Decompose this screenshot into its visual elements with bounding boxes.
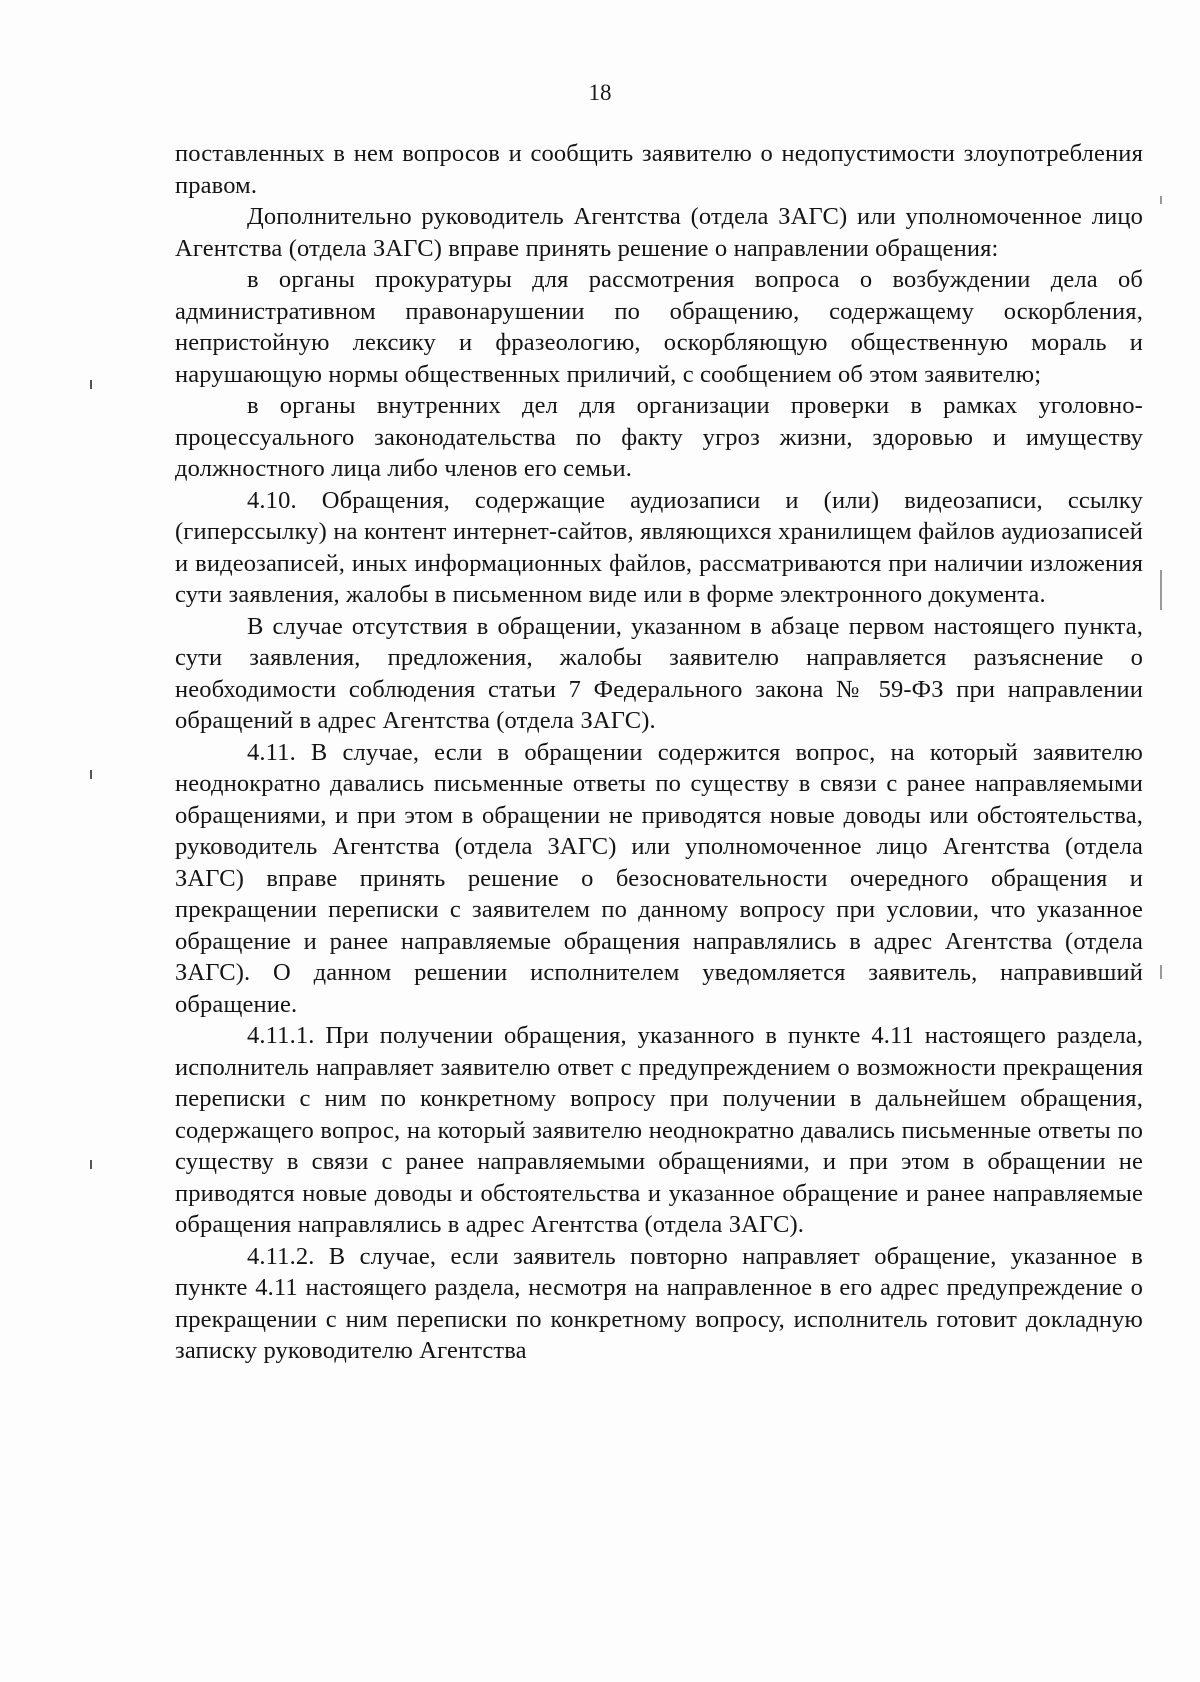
document-body bbox=[175, 138, 1143, 1367]
paragraph: в органы внутренних дел для организации проверки в рамках уголовно-процессуального законодательства по факту угроз жизни, здоровью и имуществу должностного лица либо членов его семьи. bbox=[175, 392, 1143, 482]
scan-edge-mark bbox=[1160, 570, 1162, 610]
binding-hole-mark bbox=[90, 770, 92, 779]
paragraph: в органы прокуратуры для рассмотрения вопроса о возбуждении дела об административном правонарушении по обращению, содержащему оскорбления, непристойную лексику и фразеологию, оскорбляющую общественную мораль и нарушающую нормы общественных приличий, с сообщением об этом заявителю; bbox=[175, 266, 1143, 388]
paragraph: Дополнительно руководитель Агентства (отдела ЗАГС) или уполномоченное лицо Агентства (отдела ЗАГС) вправе принять решение о направлении обращения: bbox=[175, 203, 1143, 262]
binding-hole-mark bbox=[90, 1160, 92, 1169]
scan-edge-mark bbox=[1160, 196, 1162, 204]
scan-edge-mark bbox=[1160, 965, 1162, 979]
paragraph: 4.11.1. При получении обращения, указанного в пункте 4.11 настоящего раздела, исполнитель направляет заявителю ответ с предупреждением о возможности прекращения переписки с ним по конкретному вопросу при получении в дальнейшем обращения, содержащего вопрос, на который заявителю неоднократно давались письменные ответы по существу в связи с ранее направляемыми обращениями, и при этом в обращении не приводятся новые доводы и обстоятельства и указанное обращение и ранее направляемые обращения направлялись в адрес Агентства (отдела ЗАГС). bbox=[175, 1022, 1143, 1238]
page-number: 18 bbox=[588, 80, 612, 105]
paragraph: 4.11.2. В случае, если заявитель повторно направляет обращение, указанное в пункте 4.11 настоящего раздела, несмотря на направленное в его адрес предупреждение о прекращении с ним переписки по конкретному вопросу, исполнитель готовит докладную записку руководителю Агентства bbox=[175, 1242, 1143, 1364]
paragraph: 4.10. Обращения, содержащие аудиозаписи и (или) видеозаписи, ссылку (гиперссылку) на контент интернет-сайтов, являющихся хранилищем файлов аудиозаписей и видеозаписей, иных информационных файлов, рассматриваются при наличии изложения сути заявления, жалобы в письменном виде или в форме электронного документа. bbox=[175, 486, 1143, 608]
paragraph: В случае отсутствия в обращении, указанном в абзаце первом настоящего пункта, сути заявления, предложения, жалобы заявителю направляется разъяснение о необходимости соблюдения статьи 7 Федерального закона № 59-ФЗ при направлении обращений в адрес Агентства (отдела ЗАГС). bbox=[175, 612, 1143, 734]
paragraph: поставленных в нем вопросов и сообщить заявителю о недопустимости злоупотребления правом. bbox=[175, 140, 1143, 199]
paragraph: 4.11. В случае, если в обращении содержится вопрос, на который заявителю неоднократно давались письменные ответы по существу в связи с ранее направляемыми обращениями, и при этом в обращении не приводятся новые доводы или обстоятельства, руководитель Агентства (отдела ЗАГС) или уполномоченное лицо Агентства (отдела ЗАГС) вправе принять решение о безосновательности очередного обращения и прекращении переписки с заявителем по данному вопросу при условии, что указанное обращение и ранее направляемые обращения направлялись в адрес Агентства (отдела ЗАГС). О данном решении исполнителем уведомляется заявитель, направивший обращение. bbox=[175, 738, 1143, 1018]
binding-hole-mark bbox=[90, 380, 92, 389]
